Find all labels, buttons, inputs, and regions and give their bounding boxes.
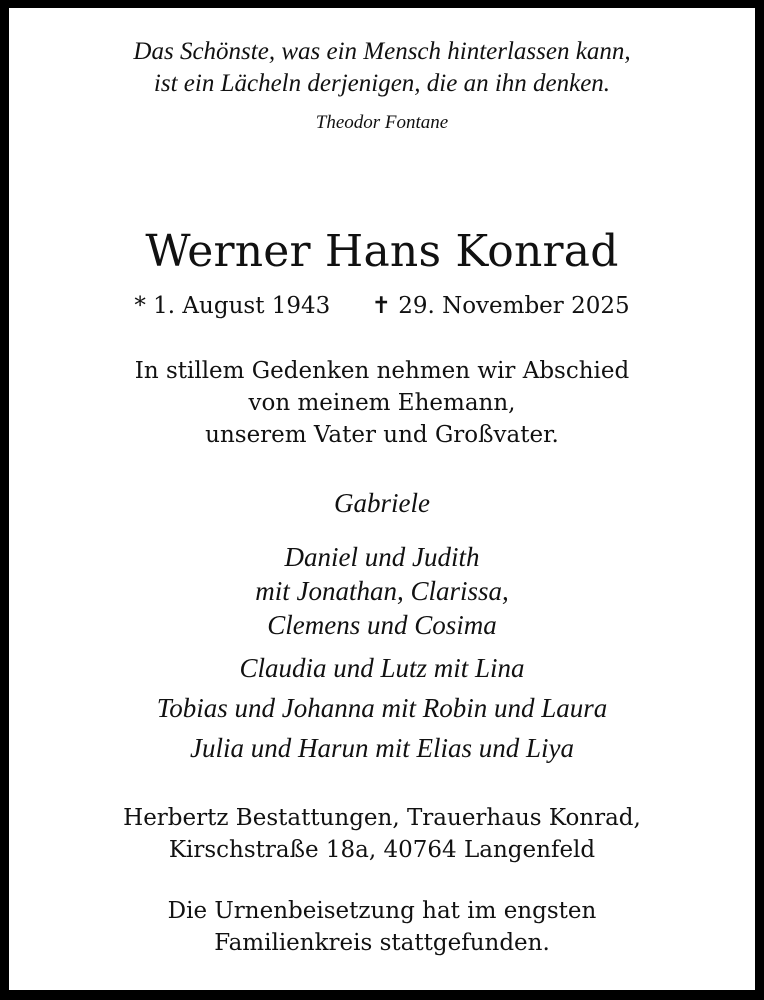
- family-line: Julia und Harun mit Elias und Liya: [190, 733, 574, 763]
- family-line: Daniel und Judith: [284, 542, 480, 572]
- birth-date: * 1. August 1943: [134, 293, 331, 319]
- spouse-name: Gabriele: [334, 488, 430, 518]
- family-line: Claudia und Lutz mit Lina: [239, 653, 525, 683]
- notice-line-2: Familienkreis stattgefunden.: [214, 930, 550, 956]
- life-dates: [9, 293, 755, 319]
- deceased-name: Werner Hans Konrad: [145, 226, 619, 277]
- contact-line-2: Kirschstraße 18a, 40764 Langenfeld: [168, 837, 596, 863]
- death-date: 29. November 2025: [398, 293, 630, 319]
- quote-line-1: Das Schönste, was ein Mensch hinterlassen kann,: [133, 38, 631, 65]
- cross-icon: ✝: [371, 293, 391, 319]
- quote-line-2: ist ein Lächeln derjenigen, die an ihn denken.: [153, 70, 611, 97]
- notice-line-1: Die Urnenbeisetzung hat im engsten: [167, 898, 597, 924]
- message-line-2: von meinem Ehemann,: [248, 390, 516, 416]
- message-line-3: unserem Vater und Großvater.: [205, 422, 559, 448]
- quote-author: Theodor Fontane: [315, 112, 449, 133]
- contact-line-1: Herbertz Bestattungen, Trauerhaus Konrad,: [123, 805, 641, 831]
- message-line-1: In stillem Gedenken nehmen wir Abschied: [134, 358, 630, 384]
- family-line: Clemens und Cosima: [267, 610, 497, 640]
- obituary-card: [9, 8, 755, 990]
- family-line: Tobias und Johanna mit Robin und Laura: [156, 693, 608, 723]
- family-line: mit Jonathan, Clarissa,: [255, 576, 509, 606]
